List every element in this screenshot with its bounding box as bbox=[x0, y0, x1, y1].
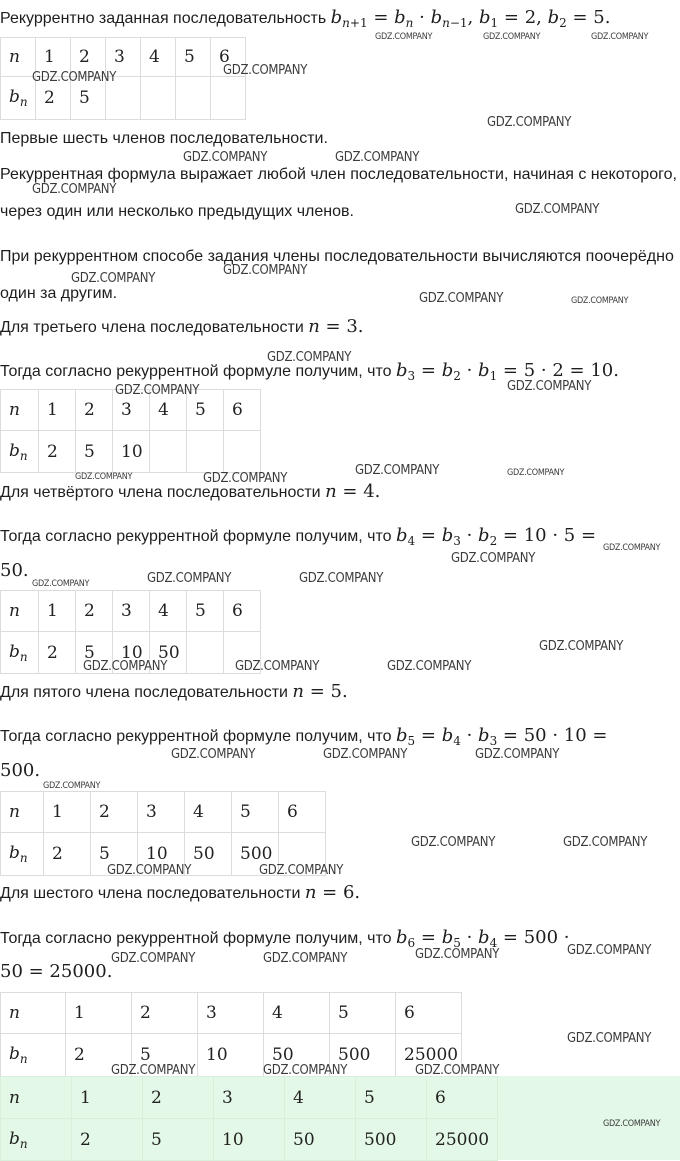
watermark: GDZ.COMPANY bbox=[415, 1063, 500, 1078]
value-cell: 5 bbox=[91, 833, 138, 876]
step4-calc-end: 50. bbox=[0, 560, 29, 581]
watermark: GDZ.COMPANY bbox=[259, 863, 344, 878]
index-cell: 3 bbox=[113, 390, 150, 431]
index-cell: 1 bbox=[72, 1077, 143, 1119]
watermark: GDZ.COMPANY bbox=[539, 639, 624, 654]
index-cell: 5 bbox=[187, 591, 224, 632]
watermark: GDZ.COMPANY bbox=[591, 32, 649, 42]
watermark: GDZ.COMPANY bbox=[323, 747, 408, 762]
index-cell: 6 bbox=[427, 1077, 498, 1119]
index-cell: 1 bbox=[39, 591, 76, 632]
step5-calc: Тогда согласно рекуррентной формуле получим, что $b_5 = b_4 \cdot b_3 = 50 \cdot 10$ = bbox=[0, 725, 608, 748]
intro-text: Рекуррентно заданная последовательность bbox=[0, 10, 327, 27]
index-cell: 5 bbox=[187, 390, 224, 431]
watermark: GDZ.COMPANY bbox=[487, 115, 572, 130]
watermark: GDZ.COMPANY bbox=[375, 32, 433, 42]
value-cell: 10 bbox=[138, 833, 185, 876]
watermark: GDZ.COMPANY bbox=[183, 150, 268, 165]
index-cell: 3 bbox=[106, 38, 141, 77]
index-cell: 5 bbox=[356, 1077, 427, 1119]
index-cell: 4 bbox=[264, 993, 330, 1034]
value-cell: 50 bbox=[185, 833, 232, 876]
value-cell: 50 bbox=[285, 1119, 356, 1161]
watermark: GDZ.COMPANY bbox=[111, 951, 196, 966]
value-cell: 500 bbox=[356, 1119, 427, 1161]
value-cell: 5 bbox=[71, 77, 106, 120]
watermark: GDZ.COMPANY bbox=[387, 659, 472, 674]
index-cell: 1 bbox=[36, 38, 71, 77]
index-cell: 4 bbox=[150, 390, 187, 431]
value-cell bbox=[150, 431, 187, 473]
watermark: GDZ.COMPANY bbox=[115, 383, 200, 398]
header-bn: $b_n$ bbox=[1, 1034, 66, 1077]
first-six-line: Первые шесть членов последовательности. bbox=[0, 130, 328, 147]
index-cell: 6 bbox=[279, 792, 326, 833]
header-bn: $b_n$ bbox=[1, 431, 39, 473]
value-cell: 2 bbox=[72, 1119, 143, 1161]
value-cell bbox=[141, 77, 176, 120]
value-cell: 25000 bbox=[427, 1119, 498, 1161]
answer-table bbox=[0, 1076, 498, 1161]
value-cell: 500 bbox=[330, 1034, 396, 1077]
value-cell: 10 bbox=[198, 1034, 264, 1077]
header-n: n bbox=[1, 390, 39, 431]
header-n: n bbox=[1, 1077, 72, 1119]
index-cell: 2 bbox=[76, 591, 113, 632]
watermark: GDZ.COMPANY bbox=[71, 271, 156, 286]
watermark: GDZ.COMPANY bbox=[567, 943, 652, 958]
header-bn: $b_n$ bbox=[1, 632, 39, 674]
index-cell: 5 bbox=[232, 792, 279, 833]
header-bn: $b_n$ bbox=[1, 77, 36, 120]
index-cell: 1 bbox=[39, 390, 76, 431]
value-cell: 2 bbox=[66, 1034, 132, 1077]
value-cell: 5 bbox=[132, 1034, 198, 1077]
value-cell: 5 bbox=[76, 431, 113, 473]
value-cell bbox=[211, 77, 246, 120]
watermark: GDZ.COMPANY bbox=[563, 835, 648, 850]
value-cell bbox=[224, 431, 261, 473]
index-cell: 3 bbox=[214, 1077, 285, 1119]
watermark: GDZ.COMPANY bbox=[203, 471, 288, 486]
header-n: n bbox=[1, 993, 66, 1034]
step3-calc: Тогда согласно рекуррентной формуле получим, что $b_3 = b_2 \cdot b_1 = 5 \cdot 2 = 10$. bbox=[0, 360, 619, 383]
index-cell: 2 bbox=[132, 993, 198, 1034]
value-cell: 2 bbox=[39, 632, 76, 674]
watermark: GDZ.COMPANY bbox=[32, 182, 117, 197]
index-cell: 6 bbox=[396, 993, 462, 1034]
watermark: GDZ.COMPANY bbox=[75, 472, 133, 482]
watermark: GDZ.COMPANY bbox=[419, 291, 504, 306]
value-cell: 25000 bbox=[396, 1034, 462, 1077]
value-cell: 2 bbox=[39, 431, 76, 473]
watermark: GDZ.COMPANY bbox=[335, 150, 420, 165]
step4-calc: Тогда согласно рекуррентной формуле получим, что $b_4 = b_3 \cdot b_2 = 10 \cdot 5$ = bbox=[0, 525, 597, 548]
value-cell: 10 bbox=[113, 431, 150, 473]
header-bn: $b_n$ bbox=[1, 1119, 72, 1161]
index-cell: 4 bbox=[150, 591, 187, 632]
watermark: GDZ.COMPANY bbox=[32, 579, 90, 589]
watermark: GDZ.COMPANY bbox=[83, 659, 168, 674]
watermark: GDZ.COMPANY bbox=[603, 1119, 661, 1129]
value-cell bbox=[176, 77, 211, 120]
watermark: GDZ.COMPANY bbox=[299, 571, 384, 586]
watermark: GDZ.COMPANY bbox=[507, 468, 565, 478]
value-cell bbox=[187, 431, 224, 473]
step4-intro: Для четвёртого члена последовательности n = 4. bbox=[0, 481, 381, 502]
watermark: GDZ.COMPANY bbox=[107, 863, 192, 878]
watermark: GDZ.COMPANY bbox=[32, 70, 117, 85]
step6-calc: Тогда согласно рекуррентной формуле получим, что $b_6 = b_5 \cdot b_4 = 500$ · bbox=[0, 927, 570, 950]
header-n: n bbox=[1, 792, 44, 833]
watermark: GDZ.COMPANY bbox=[571, 296, 629, 306]
index-cell: 2 bbox=[91, 792, 138, 833]
watermark: GDZ.COMPANY bbox=[483, 32, 541, 42]
index-cell: 5 bbox=[330, 993, 396, 1034]
sequence-table-step3 bbox=[0, 389, 261, 473]
step6-calc-end: 50 = 25000. bbox=[0, 961, 113, 982]
watermark: GDZ.COMPANY bbox=[515, 202, 600, 217]
index-cell: 4 bbox=[141, 38, 176, 77]
index-cell: 4 bbox=[285, 1077, 356, 1119]
header-bn: $b_n$ bbox=[1, 833, 44, 876]
value-cell: 2 bbox=[36, 77, 71, 120]
recurrent-definition: Рекуррентная формула выражает любой член последовательности, начиная с некоторого, через один или несколько предыдущих членов. bbox=[0, 166, 677, 220]
value-cell: 2 bbox=[44, 833, 91, 876]
index-cell: 1 bbox=[66, 993, 132, 1034]
watermark: GDZ.COMPANY bbox=[171, 747, 256, 762]
step5-intro: Для пятого члена последовательности n = 5. bbox=[0, 681, 348, 702]
watermark: GDZ.COMPANY bbox=[415, 947, 500, 962]
watermark: GDZ.COMPANY bbox=[507, 379, 592, 394]
value-cell bbox=[187, 632, 224, 674]
header-n: n bbox=[1, 591, 39, 632]
watermark: GDZ.COMPANY bbox=[603, 543, 661, 553]
watermark: GDZ.COMPANY bbox=[267, 350, 352, 365]
header-n: n bbox=[1, 38, 36, 77]
recurrent-method: При рекуррентном способе задания члены последовательности вычисляются поочерёдно один за другим. bbox=[0, 248, 674, 302]
sequence-table-step6 bbox=[0, 992, 462, 1077]
watermark: GDZ.COMPANY bbox=[43, 781, 101, 791]
index-cell: 2 bbox=[71, 38, 106, 77]
index-cell: 2 bbox=[76, 390, 113, 431]
index-cell: 1 bbox=[44, 792, 91, 833]
intro-line bbox=[0, 0, 680, 41]
watermark: GDZ.COMPANY bbox=[451, 551, 536, 566]
index-cell: 6 bbox=[224, 591, 261, 632]
watermark: GDZ.COMPANY bbox=[475, 747, 560, 762]
value-cell: 50 bbox=[150, 632, 187, 674]
index-cell: 2 bbox=[143, 1077, 214, 1119]
index-cell: 4 bbox=[185, 792, 232, 833]
watermark: GDZ.COMPANY bbox=[111, 1063, 196, 1078]
value-cell: 5 bbox=[143, 1119, 214, 1161]
index-cell: 6 bbox=[211, 38, 246, 77]
index-cell: 5 bbox=[176, 38, 211, 77]
watermark: GDZ.COMPANY bbox=[223, 263, 308, 278]
watermark: GDZ.COMPANY bbox=[147, 571, 232, 586]
index-cell: 6 bbox=[224, 390, 261, 431]
value-cell: 500 bbox=[232, 833, 279, 876]
index-cell: 3 bbox=[138, 792, 185, 833]
watermark: GDZ.COMPANY bbox=[263, 951, 348, 966]
watermark: GDZ.COMPANY bbox=[235, 659, 320, 674]
value-cell: 10 bbox=[214, 1119, 285, 1161]
step3-intro: Для третьего члена последовательности n = 3. bbox=[0, 316, 364, 337]
index-cell: 3 bbox=[198, 993, 264, 1034]
value-cell: 10 bbox=[113, 632, 150, 674]
watermark: GDZ.COMPANY bbox=[355, 463, 440, 478]
watermark: GDZ.COMPANY bbox=[223, 63, 308, 78]
watermark: GDZ.COMPANY bbox=[263, 1063, 348, 1078]
watermark: GDZ.COMPANY bbox=[411, 835, 496, 850]
intro-formula: $b_{n+1} = b_n \cdot b_{n-1}$, $b_1 = 2$, $b_2 = 5$. bbox=[330, 7, 611, 30]
step6-intro: Для шестого члена последовательности n = 6. bbox=[0, 882, 361, 903]
step5-calc-end: 500. bbox=[0, 760, 41, 781]
value-cell: 5 bbox=[76, 632, 113, 674]
watermark: GDZ.COMPANY bbox=[567, 1031, 652, 1046]
value-cell: 50 bbox=[264, 1034, 330, 1077]
index-cell: 3 bbox=[113, 591, 150, 632]
